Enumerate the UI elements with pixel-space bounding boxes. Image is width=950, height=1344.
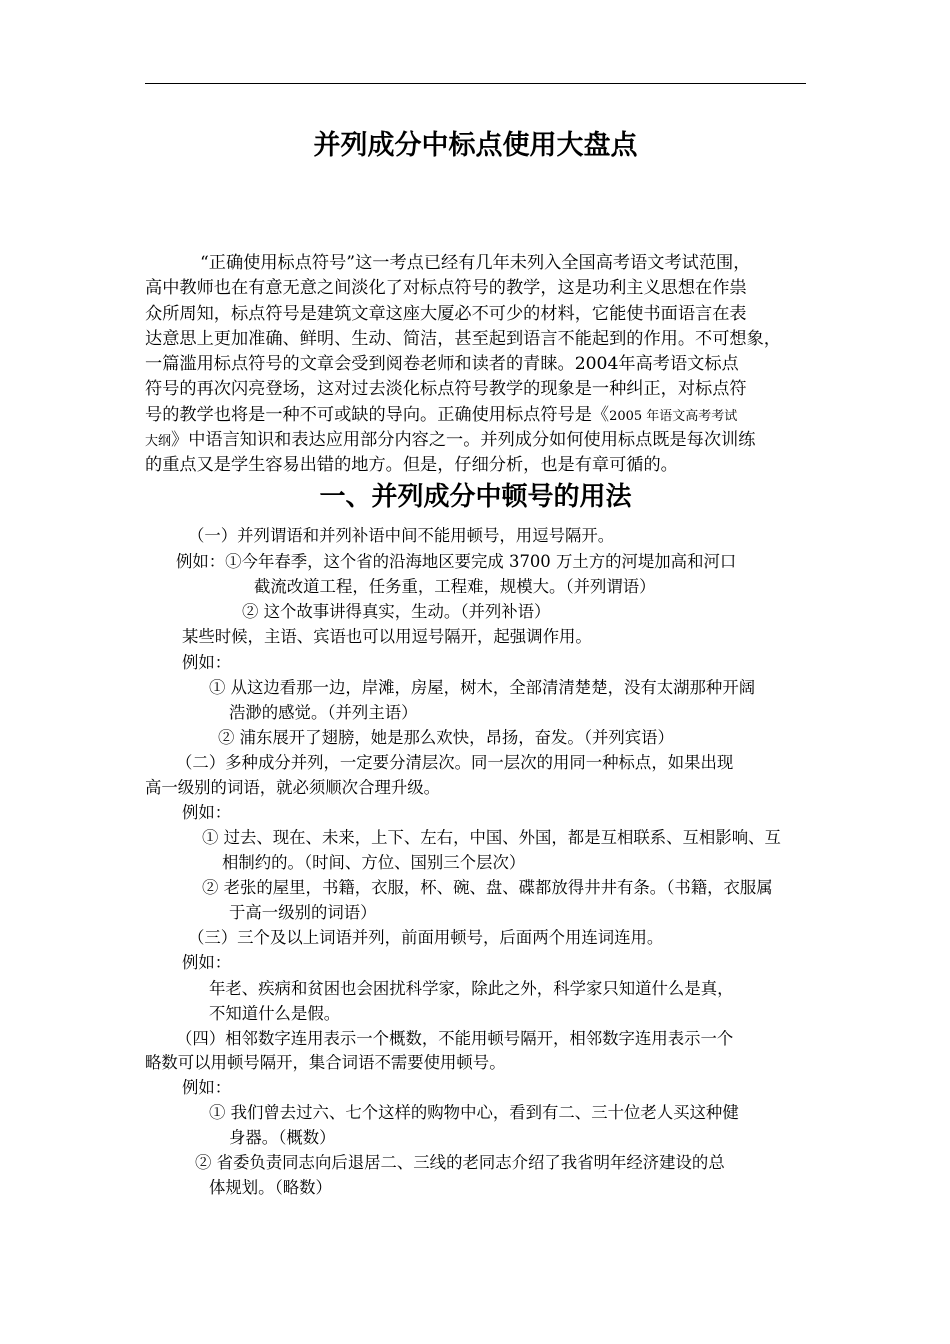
body-line: 例如： [182, 953, 232, 972]
intro-line: “正确使用标点符号”这一考点已经有几年未列入全国高考语文考试范围， [200, 253, 751, 273]
intro-line-text: 》中语言知识和表达应用部分内容之一。并列成分如何使用标点既是每次训练 [171, 430, 756, 451]
intro-line: 符号的再次闪亮登场，这对过去淡化标点符号教学的现象是一种纠正，对标点符 [145, 379, 747, 400]
body-line: （二）多种成分并列，一定要分清层次。同一层次的用同一种标点，如果出现 [176, 753, 734, 772]
intro-line: 的重点又是学生容易出错的地方。但是，仔细分析，也是有章可循的。 [145, 455, 678, 476]
body-line: （一）并列谓语和并列补语中间不能用顿号，用逗号隔开。 [188, 526, 615, 545]
intro-line [145, 403, 811, 428]
body-line: 体规划。（略数） [209, 1178, 332, 1197]
body-line: ② 省委负责同志向后退居二、三线的老同志介绍了我省明年经济建设的总 [195, 1153, 725, 1172]
body-line: 某些时候，主语、宾语也可以用逗号隔开，起强调作用。 [182, 627, 592, 646]
body-line: ① 过去、现在、未来，上下、左右，中国、外国，都是互相联系、互相影响、互 [202, 828, 781, 847]
body-line: （三）三个及以上词语并列，前面用顿号，后面两个用连词连用。 [188, 928, 664, 947]
body-line: 相制约的。（时间、方位、国别三个层次） [222, 853, 526, 872]
body-line: 年老、疾病和贫困也会困扰科学家，除此之外，科学家只知道什么是真， [209, 979, 734, 998]
intro-line-text: 号的教学也将是一种不可或缺的导向。正确使用标点符号是《 [145, 404, 610, 425]
body-line: 浩渺的感觉。（并列主语） [229, 703, 418, 722]
section-heading: 一、并列成分中顿号的用法 [319, 482, 632, 512]
body-line: 截流改道工程，任务重，工程难，规模大。（并列谓语） [254, 577, 656, 596]
body-line: 高一级别的词语，就必须顺次合理升级。 [145, 778, 441, 797]
header-rule [145, 83, 806, 84]
body-line: ① 从这边看那一边，岸滩，房屋，树木，全部清清楚楚，没有太湖那种开阔 [209, 678, 756, 697]
intro-small-text: 大纲 [145, 434, 172, 450]
intro-line: 众所周知，标点符号是建筑文章这座大厦必不可少的材料，它能使书面语言在表 [145, 303, 747, 324]
body-line: 略数可以用顿号隔开，集合词语不需要使用顿号。 [145, 1053, 506, 1072]
body-line: ② 浦东展开了翅膀，她是那么欢快，昂扬，奋发。（并列宾语） [218, 728, 674, 747]
body-line: ② 这个故事讲得真实，生动。（并列补语） [242, 602, 551, 621]
intro-small-text: 2005 年语文高考考试 [609, 408, 738, 424]
body-line: 于高一级别的词语） [229, 903, 377, 922]
body-line: ② 老张的屋里，书籍，衣服，杯、碗、盘、碟都放得井井有条。（书籍，衣服属 [202, 878, 773, 897]
intro-line [145, 428, 811, 453]
intro-line: 高中教师也在有意无意之间淡化了对标点符号的教学，这是功利主义思想在作祟 [145, 278, 747, 299]
body-line: 身器。（概数） [229, 1128, 336, 1147]
body-line: 例如： [182, 803, 232, 822]
intro-line: 一篇滥用标点符号的文章会受到阅卷老师和读者的青睐。2004年高考语文标点 [145, 354, 739, 375]
body-line: ① 我们曾去过六、七个这样的购物中心，看到有二、三十位老人买这种健 [209, 1103, 739, 1122]
intro-paragraph [145, 251, 811, 479]
page-title: 并列成分中标点使用大盘点 [313, 130, 638, 161]
body-line: 例如：①今年春季，这个省的沿海地区要完成 3700 万土方的河堤加高和河口 [176, 552, 737, 571]
body-line: 例如： [182, 1078, 232, 1097]
body-line: 例如： [182, 653, 232, 672]
intro-line: 达意思上更加准确、鲜明、生动、简洁，甚至起到语言不能起到的作用。不可想象， [145, 328, 781, 349]
body-line: 不知道什么是假。 [209, 1004, 341, 1023]
body-line: （四）相邻数字连用表示一个概数，不能用顿号隔开，相邻数字连用表示一个 [176, 1029, 734, 1048]
